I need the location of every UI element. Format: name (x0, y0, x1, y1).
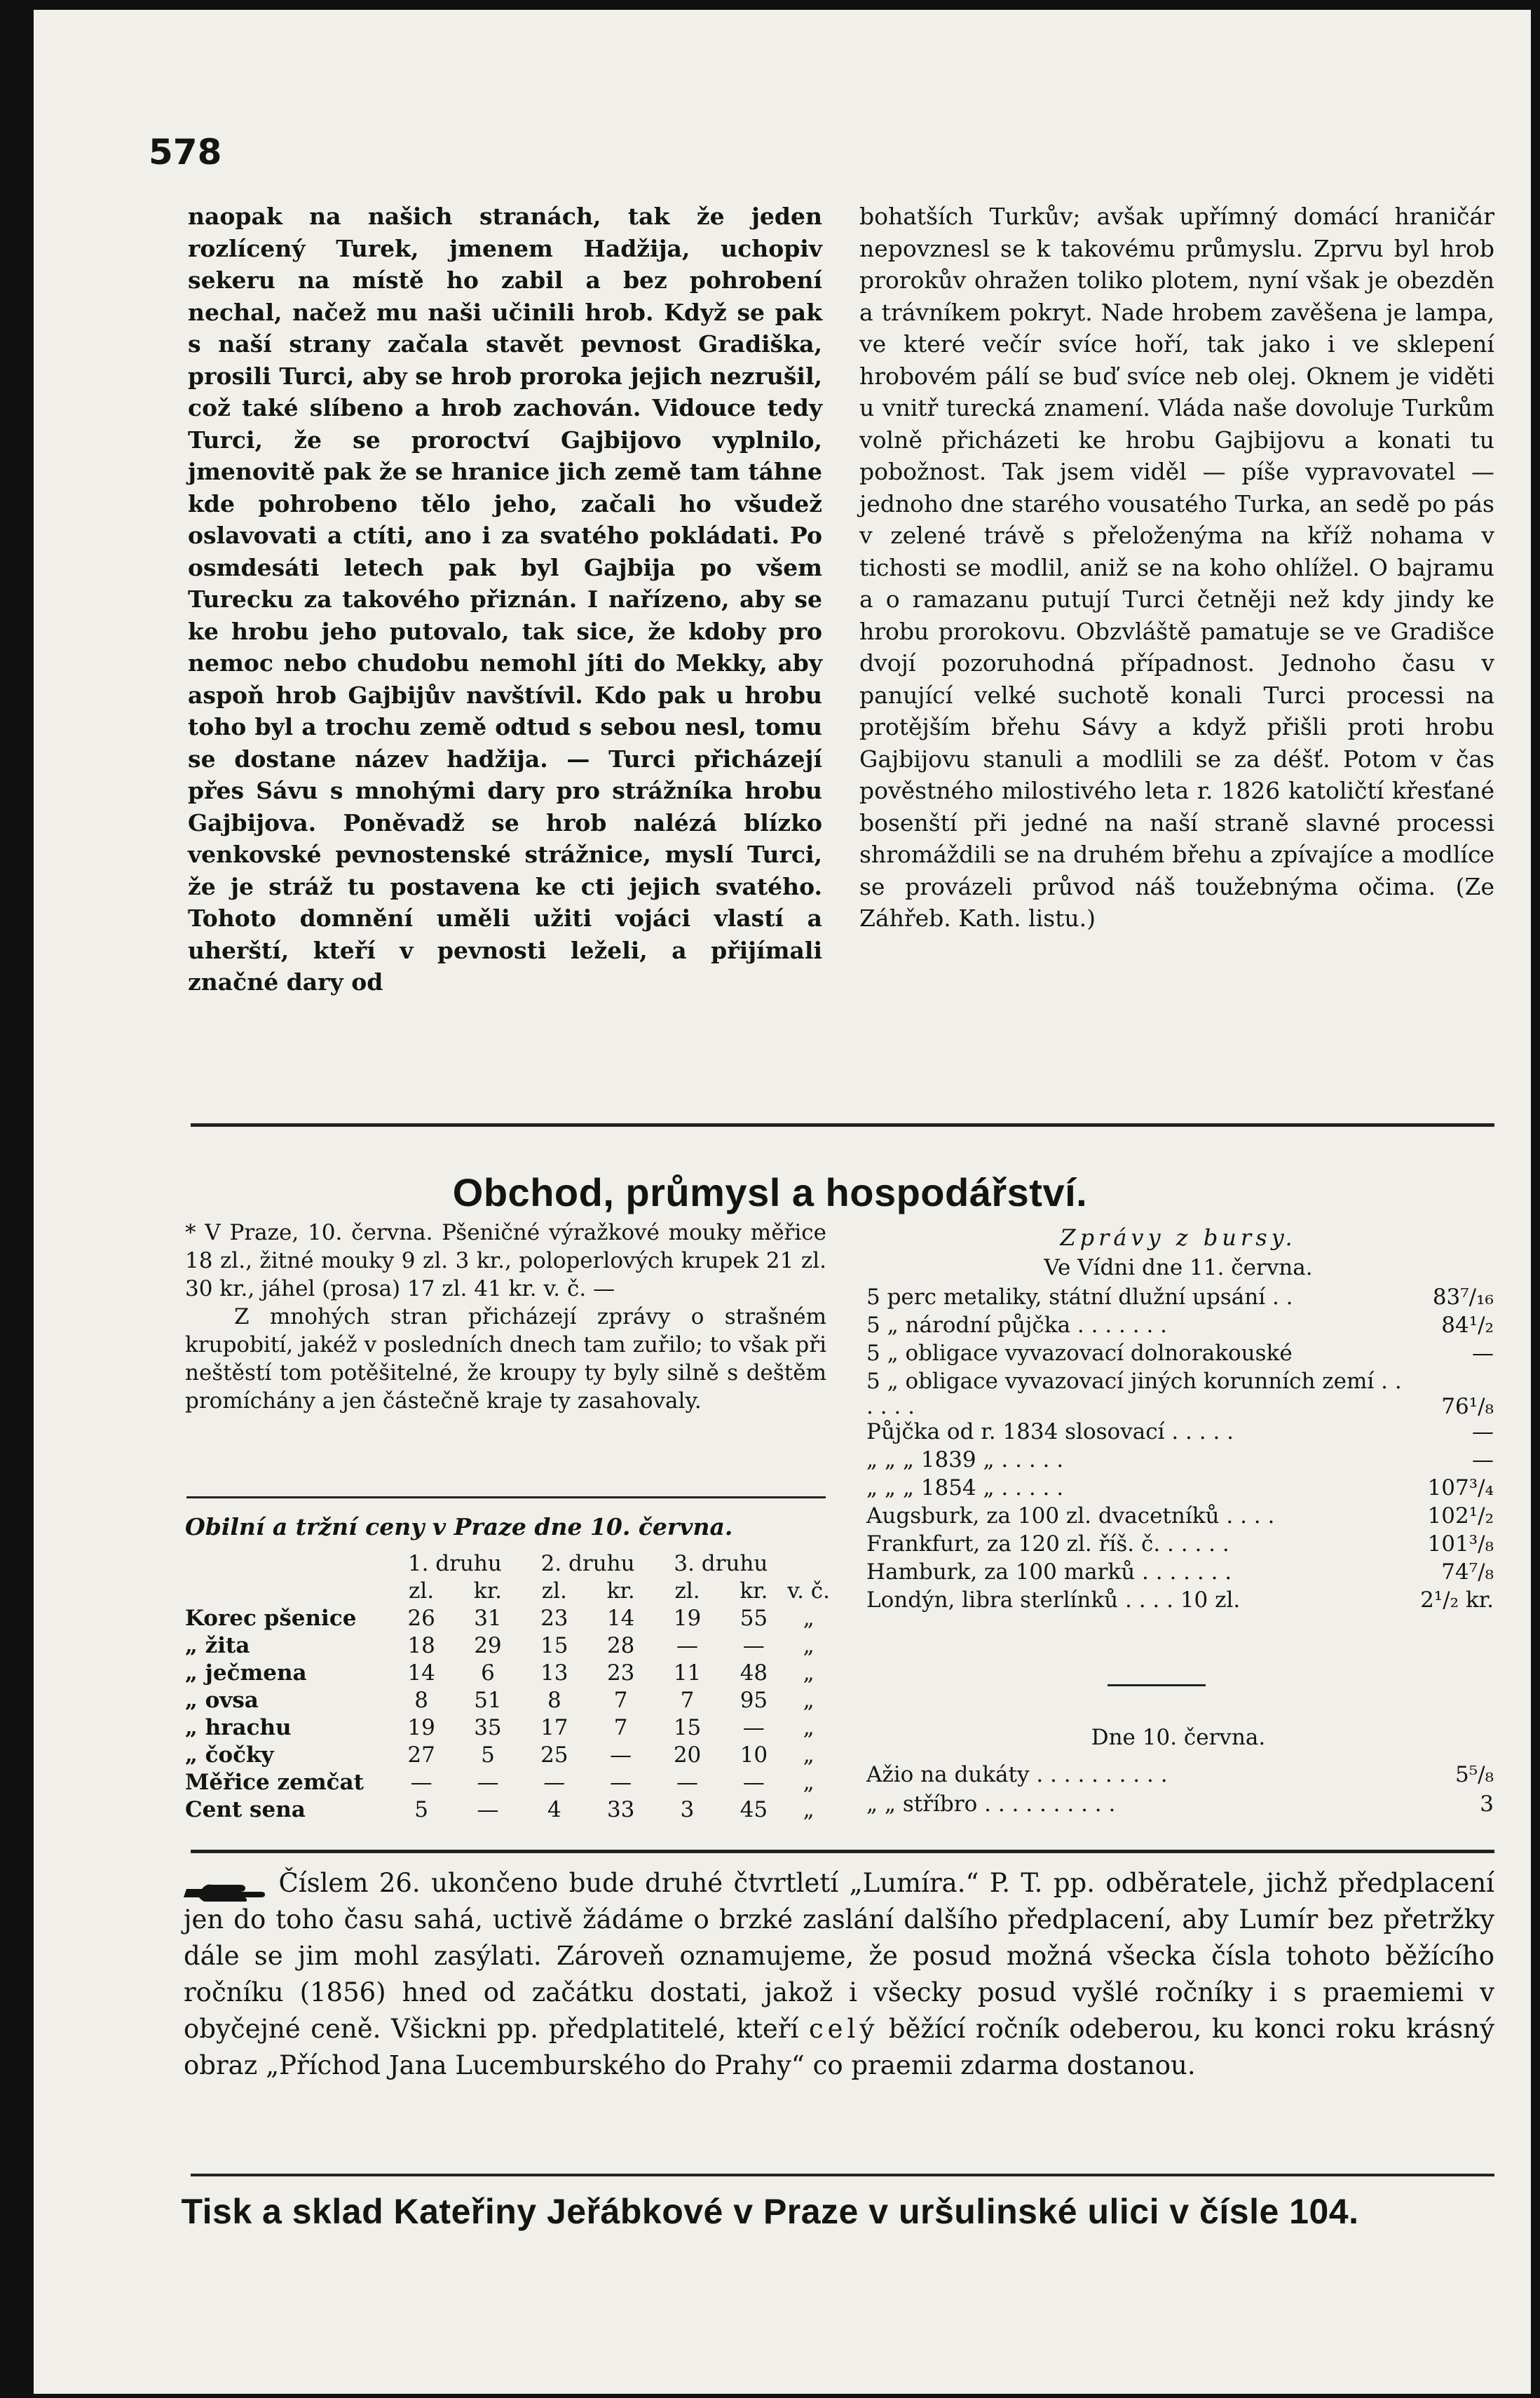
table-cell: 15 (540, 1632, 568, 1658)
agio-table (866, 1760, 1494, 1819)
ditto-mark: „ (803, 1796, 815, 1822)
table-cell: 14 (407, 1660, 435, 1686)
column-header: 2. druhu (540, 1550, 635, 1576)
row-label: „ čočky (185, 1742, 274, 1768)
row-value: 2¹/₂ kr. (1420, 1587, 1494, 1613)
section-divider (191, 1123, 1494, 1127)
table-row (866, 1313, 1494, 1341)
table-cell: 13 (540, 1660, 568, 1686)
table-cell: — (676, 1632, 699, 1658)
unit-header: kr. (740, 1578, 768, 1604)
table-cell: 19 (673, 1605, 702, 1631)
ditto-mark: „ (803, 1687, 815, 1713)
table-cell: 20 (673, 1742, 702, 1768)
row-label: 5 „ obligace vyvazovací dolnorakouské (866, 1341, 1293, 1366)
row-label: Měřice zemčat (185, 1769, 364, 1795)
table-cell: 4 (547, 1796, 561, 1822)
table-cell: 55 (740, 1605, 768, 1631)
row-label: „ „ stříbro . . . . . . . . . . (866, 1791, 1116, 1817)
table-cell: 8 (414, 1687, 428, 1713)
table-cell: 5 (414, 1796, 428, 1822)
ditto-mark: „ (803, 1660, 815, 1686)
table-cell: 6 (481, 1660, 495, 1686)
table-row (185, 1796, 830, 1823)
table-cell: — (742, 1769, 765, 1795)
table-cell: 95 (740, 1687, 768, 1713)
prague-report-text: 10. června. Pšeničné výražkové mouky měřice 18 zl., žitné mouky 9 zl. 3 kr., poloperlových krupek 21 zl. 30 kr., jáhel (prosa) 17 zl. 41 kr. v. č. — (185, 1220, 826, 1301)
row-value: — (1472, 1341, 1494, 1366)
table-row (185, 1714, 830, 1741)
ditto-mark: „ (803, 1632, 815, 1658)
article-paragraph: bohatších Turkův; avšak upřímný domácí hraničár nepovznesl se k takovému průmyslu. Zprvu byl hrob prorokův ohražen toliko plotem, nyní však je obezděn a trávníkem pokryt. Nade hrobem zavěšena je lampa, ve které večír svíce hoří, tak jako i ve sklepení hrobovém pálí se buď svíce neb olej. Oknem je viděti u vnitř turecká znamení. Vláda naše dovoluje Turkům volně přicházeti ke hrobu Gajbijovu a konati tu pobožnost. Tak jsem viděl — píše vypravovatel — jednoho dne starého vousatého Turka, an sedě po pás v zelené trávě s přeloženýma na kříž nohama v tichosti se modlil, aniž se na koho ohlížel. O bajramu a o ramazanu putují Turci četněji než kdy jindy ke hrobu prorokovu. Obzvláště pamatuje se ve Gradišce dvojí pozoruhodná případnost. Jednoho času v panující velké suchotě konali Turci processi na protějším břehu Sávy a když přišli proti hrobu Gajbijovu stanuli a modlili se za déšť. Potom v čas pověstného milostivého leta r. 1826 katoličtí křesťané bosenští při jedné na naší straně slavné processi shromáždili se na druhém břehu a zpívajíce a modlíce se provázeli průvod náš toužebnýma očima. (Ze Záhřeb. Kath. listu.) (859, 203, 1494, 932)
row-value: 5⁵/₈ (1454, 1762, 1494, 1787)
row-label: 5 „ národní půjčka . . . . . . . (866, 1313, 1168, 1338)
table-cell: — (742, 1632, 765, 1658)
table-cell: 48 (740, 1660, 768, 1686)
table-cell: 25 (540, 1742, 568, 1768)
row-label: 5 perc metaliky, státní dlužní upsání . . (866, 1285, 1293, 1310)
table-row (866, 1369, 1494, 1419)
table-cell: 17 (540, 1714, 568, 1740)
hailstorm-report-paragraph: Z mnohých stran přicházejí zprávy o strašném krupobití, jakéž v posledních dnech tam zuřilo; to však při neštěstí tom potěšitelné, že kroupy ty byly silně s deštěm promíchány a jen částečně kraje ty zasahovaly. (185, 1304, 826, 1414)
unit-header: kr. (473, 1578, 502, 1604)
table-header-row (185, 1577, 830, 1604)
table-cell: 10 (740, 1742, 768, 1768)
unit-header: kr. (606, 1578, 635, 1604)
bourse-divider (1108, 1684, 1206, 1686)
table-row (866, 1760, 1494, 1789)
printer-imprint: Tisk a sklad Kateřiny Jeřábkové v Praze v uršulinské ulici v čísle 104. (181, 2192, 1359, 2231)
table-cell: 11 (673, 1660, 702, 1686)
table-cell: — (410, 1769, 432, 1795)
table-row (185, 1604, 830, 1632)
table-cell: 31 (474, 1605, 502, 1631)
notice-text: běžící ročník odeberou, ku konci roku krásný obraz „Příchod Jana Lucemburského do Prahy“ co praemii zdarma dostanou. (184, 2014, 1494, 2080)
table-cell: 3 (680, 1796, 695, 1822)
prices-divider (186, 1496, 826, 1498)
bourse-subtitle: Ve Vídni dne 11. června. (1044, 1255, 1313, 1280)
table-row (185, 1632, 830, 1659)
table-cell: 5 (481, 1742, 495, 1768)
section-title: Obchod, průmysl a hospodářství. (452, 1170, 1088, 1214)
table-row (866, 1587, 1494, 1615)
unit-header: v. č. (787, 1578, 830, 1604)
table-cell: 26 (407, 1605, 435, 1631)
table-cell: — (610, 1769, 632, 1795)
table-cell: 7 (680, 1687, 695, 1713)
pointing-hand-icon (184, 1875, 268, 1896)
row-label: „ hrachu (185, 1714, 292, 1740)
notice-divider (191, 1850, 1494, 1853)
table-row (866, 1285, 1494, 1313)
row-value: 76¹/₈ (1441, 1394, 1494, 1419)
table-row (866, 1503, 1494, 1531)
row-label: Londýn, libra sterlínků . . . . 10 zl. (866, 1587, 1241, 1613)
row-label: Ažio na dukáty . . . . . . . . . . (866, 1762, 1168, 1787)
table-cell (185, 1550, 388, 1577)
row-value: — (1472, 1447, 1494, 1472)
subscription-notice (184, 1865, 1494, 2084)
table-row (866, 1531, 1494, 1559)
article-left-column (188, 201, 822, 998)
imprint-divider (191, 2174, 1494, 2176)
table-row (866, 1419, 1494, 1447)
row-label: „ „ „ 1854 „ . . . . . (866, 1475, 1064, 1501)
table-cell: 28 (606, 1632, 635, 1658)
row-label: Augsburk, za 100 zl. dvacetníků . . . . (866, 1503, 1275, 1529)
page-number: 578 (149, 132, 222, 172)
table-cell: 29 (474, 1632, 502, 1658)
table-cell: 7 (613, 1714, 628, 1740)
ditto-mark: „ (803, 1605, 815, 1631)
table-cell: — (477, 1796, 499, 1822)
row-label: „ „ „ 1839 „ . . . . . (866, 1447, 1064, 1472)
table-cell: 27 (407, 1742, 435, 1768)
article-paragraph: naopak na našich stranách, tak že jeden rozlícený Turek, jmenem Hadžija, uchopiv sekeru na místě ho zabil a bez pohrobení nechal, načež mu naši učinili hrob. Když se pak s naší strany začala stavět pevnost Gradiška, prosili Turci, aby se hrob proroka jejich nezrušil, což také slíbeno a hrob zachován. Vidouce tedy Turci, že se proroctví Gajbijovo vyplnilo, jmenovitě pak že se hranice jich země tam táhne kde pohrobeno tělo jeho, začali ho všudež oslavovati a ctíti, ano i za svatého pokládati. Po osmdesáti letech pak byl Gajbija po všem Turecku za takového přiznán. I nařízeno, aby se ke hrobu jeho putovalo, tak sice, že kdoby pro nemoc nebo chudobu nemohl jíti do Mekky, aby aspoň hrob Gajbijův navštívil. Kdo pak u hrobu toho byl a trochu země odtud s sebou nesl, tomu se dostane název hadžija. — Turci přicházejí přes Sávu s mnohými dary pro strážníka hrobu Gajbijova. Poněvadž se hrob nalézá blízko venkovské pevnostenské strážnice, myslí Turci, že je stráž tu postavena ke cti jejich svatého. Tohoto domnění uměli užiti vojáci vlastí a uherští, kteří v pevnosti leželi, a přijímali značné dary od (188, 203, 822, 996)
table-cell: 33 (606, 1796, 635, 1822)
ditto-mark: „ (803, 1742, 815, 1768)
prices-title: Obilní a tržní ceny v Praze dne 10. června. (185, 1513, 733, 1540)
table-row (866, 1341, 1494, 1369)
table-cell: — (610, 1742, 632, 1768)
table-cell: 14 (606, 1605, 635, 1631)
row-label: Frankfurt, za 120 zl. říš. č. . . . . . (866, 1531, 1229, 1557)
table-cell: 18 (407, 1632, 435, 1658)
row-label: „ ovsa (185, 1687, 259, 1713)
bourse-table (866, 1285, 1494, 1615)
table-header-row (185, 1550, 830, 1577)
unit-header: zl. (541, 1578, 567, 1604)
row-value: — (1472, 1419, 1494, 1444)
row-value: 74⁷/₈ (1441, 1559, 1494, 1585)
row-label: Cent sena (185, 1796, 306, 1822)
ditto-mark: „ (803, 1714, 815, 1740)
notice-text: Číslem 26. ukončeno bude druhé čtvrtletí „Lumíra.“ P. T. pp. odběratele, jichž předplacení jen do toho času sahá, uctivě žádáme o brzké zaslání dalšího předplacení, aby Lumír bez přetržky dále se jim mohl zasýlati. Zároveň oznamujeme, že posud možná všecka čísla tohoto běžícího ročníku (1856) hned od začátku dostati, jakož i všecky posud vyšlé ročníky i s praemiemi v obyčejné ceně. Všickni pp. předplatitelé, kteří (184, 1868, 1495, 2044)
row-value: 84¹/₂ (1441, 1313, 1494, 1338)
column-header: 1. druhu (407, 1550, 502, 1576)
table-cell: — (543, 1769, 566, 1795)
table-cell: 15 (673, 1714, 702, 1740)
column-header: 3. druhu (674, 1550, 768, 1576)
bourse-subtitle-2: Dne 10. června. (1091, 1725, 1266, 1750)
row-label: Půjčka od r. 1834 slosovací . . . . . (866, 1419, 1234, 1444)
table-row (866, 1447, 1494, 1475)
prague-report-paragraph (185, 1219, 826, 1303)
row-value: 107³/₄ (1427, 1475, 1494, 1501)
table-row (866, 1475, 1494, 1503)
unit-header: zl. (674, 1578, 700, 1604)
row-label: „ žita (185, 1632, 250, 1658)
table-cell: — (742, 1714, 765, 1740)
table-cell: 23 (606, 1660, 635, 1686)
table-cell (185, 1577, 388, 1604)
row-label: Korec pšenice (185, 1605, 357, 1631)
table-cell: 51 (474, 1687, 502, 1713)
table-row (866, 1559, 1494, 1587)
bourse-title: Zprávy z bursy. (1060, 1224, 1297, 1251)
ditto-mark: „ (803, 1769, 815, 1795)
row-value: 3 (1480, 1791, 1494, 1817)
table-cell: 35 (474, 1714, 502, 1740)
table-row (185, 1741, 830, 1768)
table-cell: 45 (740, 1796, 768, 1822)
notice-emphasis: celý (808, 2014, 879, 2044)
table-cell (787, 1550, 830, 1577)
row-value: 102¹/₂ (1427, 1503, 1494, 1529)
row-label: Hamburk, za 100 marků . . . . . . . (866, 1559, 1232, 1585)
grain-prices-table (185, 1550, 830, 1823)
table-row (866, 1789, 1494, 1819)
table-row (185, 1686, 830, 1714)
row-label: „ ječmena (185, 1660, 307, 1686)
prague-report (185, 1219, 826, 1415)
table-cell: 8 (547, 1687, 561, 1713)
unit-header: zl. (409, 1578, 435, 1604)
row-value: 83⁷/₁₆ (1432, 1285, 1494, 1310)
table-row (185, 1768, 830, 1796)
table-cell: — (477, 1769, 499, 1795)
table-row (185, 1659, 830, 1686)
table-cell: 19 (407, 1714, 435, 1740)
row-label: 5 „ obligace vyvazovací jiných korunních zemí . . . . . . (866, 1369, 1402, 1419)
table-cell: — (676, 1769, 699, 1795)
prague-report-lead: * V Praze, (185, 1220, 299, 1245)
table-cell: 23 (540, 1605, 568, 1631)
article-right-column (859, 201, 1494, 935)
table-cell: 7 (613, 1687, 628, 1713)
row-value: 101³/₈ (1427, 1531, 1494, 1557)
